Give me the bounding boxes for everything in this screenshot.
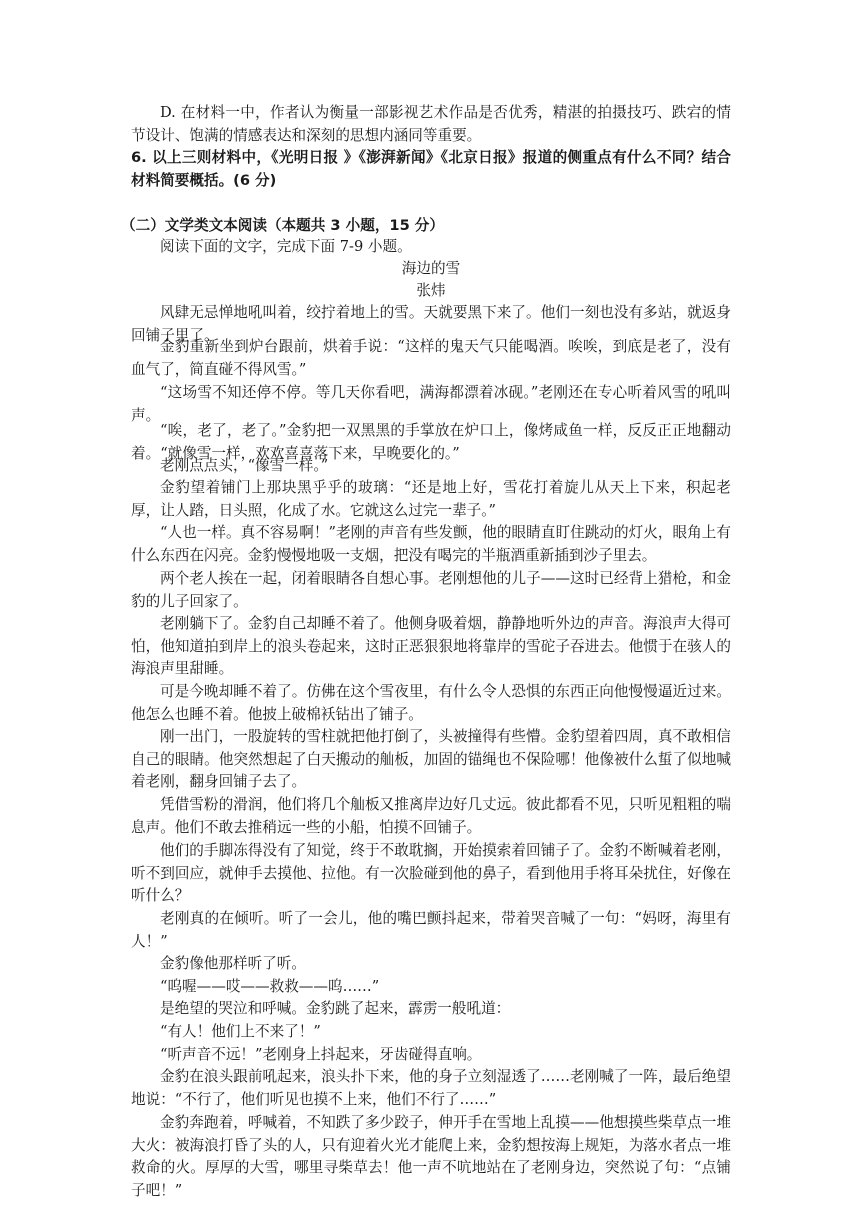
paragraph: 刚一出门，一股旋转的雪柱就把他打倒了，头被撞得有些懵。金豹望着四周，真不敢相信自己的眼睛。他突然想起了白天搬动的舢板，加固的锚绳也不保险哪！他像被什么蜇了似地喊着老刚，翻身回铺子去了。 bbox=[131, 728, 731, 790]
instruction: 阅读下面的文字，完成下面 7-9 小题。 bbox=[160, 238, 412, 255]
paragraph: “有人！他们上不来了！” bbox=[160, 1023, 321, 1040]
paragraph: 老刚点点头，“像雪一样。” bbox=[160, 457, 329, 474]
story-title: 海边的雪 bbox=[401, 260, 461, 277]
paragraph: 是绝望的哭泣和呼喊。金豹跳了起来，霹雳一般吼道： bbox=[160, 1000, 511, 1017]
question-6: 6. 以上三则材料中，《光明日报 》《澎湃新闻》《北京日报》报道的侧重点有什么不同？结合材料简要概括。(6 分) bbox=[131, 149, 731, 189]
paragraph: “唉，老了，老了。”金豹把一双黑黑的手掌放在炉口上，像烤咸鱼一样，反反正正地翻动着。“就像雪一样，欢欢喜喜落下来，早晚要化的。” bbox=[131, 422, 731, 462]
author: 张炜 bbox=[416, 282, 446, 299]
paragraph: “这场雪不知还停不停。等几天你看吧，满海都漂着冰砚。”老刚还在专心听着风雪的吼叫声。 bbox=[131, 384, 731, 424]
paragraph: 老刚躺下了。金豹自己却睡不着了。他侧身吸着烟，静静地听外边的声音。海浪声大得可怕，他知道拍到岸上的浪头卷起来，这时正恶狠狠地将靠岸的雪砣子吞进去。他惯于在骇人的海浪声里甜睡。 bbox=[131, 615, 731, 677]
paragraph: “人也一样。真不容易啊！”老刚的声音有些发颤，他的眼睛直盯住跳动的灯火，眼角上有什么东西在闪亮。金豹慢慢地吸一支烟，把没有喝完的半瓶酒重新插到沙子里去。 bbox=[131, 524, 731, 564]
paragraph: “呜喔——哎——救救——呜……” bbox=[160, 978, 380, 995]
paragraph: 风肆无忌惮地吼叫着，绞拧着地上的雪。天就要黑下来了。他们一刻也没有多站，就返身回铺子里了。 bbox=[131, 304, 731, 344]
paragraph: 可是今晚却睡不着了。仿佛在这个雪夜里，有什么令人恐惧的东西正向他慢慢逼近过来。他怎么也睡不着。他披上破棉袄钻出了铺子。 bbox=[131, 683, 731, 723]
paragraph: 老刚真的在倾听。听了一会儿，他的嘴巴颤抖起来，带着哭音喊了一句：“妈呀，海里有人！” bbox=[131, 910, 731, 950]
section-heading: （二）文学类文本阅读（本题共 3 小题，15 分） bbox=[121, 217, 444, 234]
paragraph: 金豹像他那样听了听。 bbox=[160, 955, 306, 972]
paragraph: 金豹望着铺门上那块黑乎乎的玻璃：“还是地上好，雪花打着旋儿从天上下来，积起老厚，让人踏，日头照，化成了水。它就这么过完一辈子。” bbox=[131, 479, 731, 519]
paragraph: 金豹奔跑着，呼喊着，不知跌了多少跤子，伸开手在雪地上乱摸——他想摸些柴草点一堆大火：被海浪打昏了头的人，只有迎着火光才能爬上来，金豹想按海上规矩，为落水者点一堆救命的火。厚厚的大雪，哪里寻柴草去！他一声不吭地站在了老刚身边，突然说了句：“点铺子吧！” bbox=[131, 1114, 731, 1199]
paragraph: 凭借雪粉的滑润，他们将几个舢板又推离岸边好几丈远。彼此都看不见，只听见粗粗的喘息声。他们不敢去推稍远一些的小船，怕摸不回铺子。 bbox=[131, 796, 731, 836]
paragraph: “听声音不远！”老刚身上抖起来，牙齿碰得直响。 bbox=[160, 1046, 482, 1063]
paragraph: 金豹在浪头跟前吼起来，浪头扑下来，他的身子立刻湿透了……老刚喊了一阵，最后绝望地说：“不行了，他们听见也摸不上来，他们不行了……” bbox=[131, 1068, 731, 1108]
option-d: D. 在材料一中，作者认为衡量一部影视艺术作品是否优秀，精湛的拍摄技巧、跌宕的情节设计、饱满的情感表达和深刻的思想内涵同等重要。 bbox=[131, 104, 731, 144]
paragraph: 两个老人挨在一起，闭着眼睛各自想心事。老刚想他的儿子——这时已经背上猎枪，和金豹的儿子回家了。 bbox=[131, 570, 731, 610]
paragraph: 金豹重新坐到炉台跟前，烘着手说：“这样的鬼天气只能喝酒。唉唉，到底是老了，没有血气了，简直碰不得风雪。” bbox=[131, 338, 731, 378]
paragraph: 他们的手脚冻得没有了知觉，终于不敢耽搁，开始摸索着回铺子了。金豹不断喊着老刚，听不到回应，就伸手去摸他、拉他。有一次脸碰到他的鼻子，看到他用手将耳朵扰住，好像在听什么？ bbox=[131, 842, 731, 904]
